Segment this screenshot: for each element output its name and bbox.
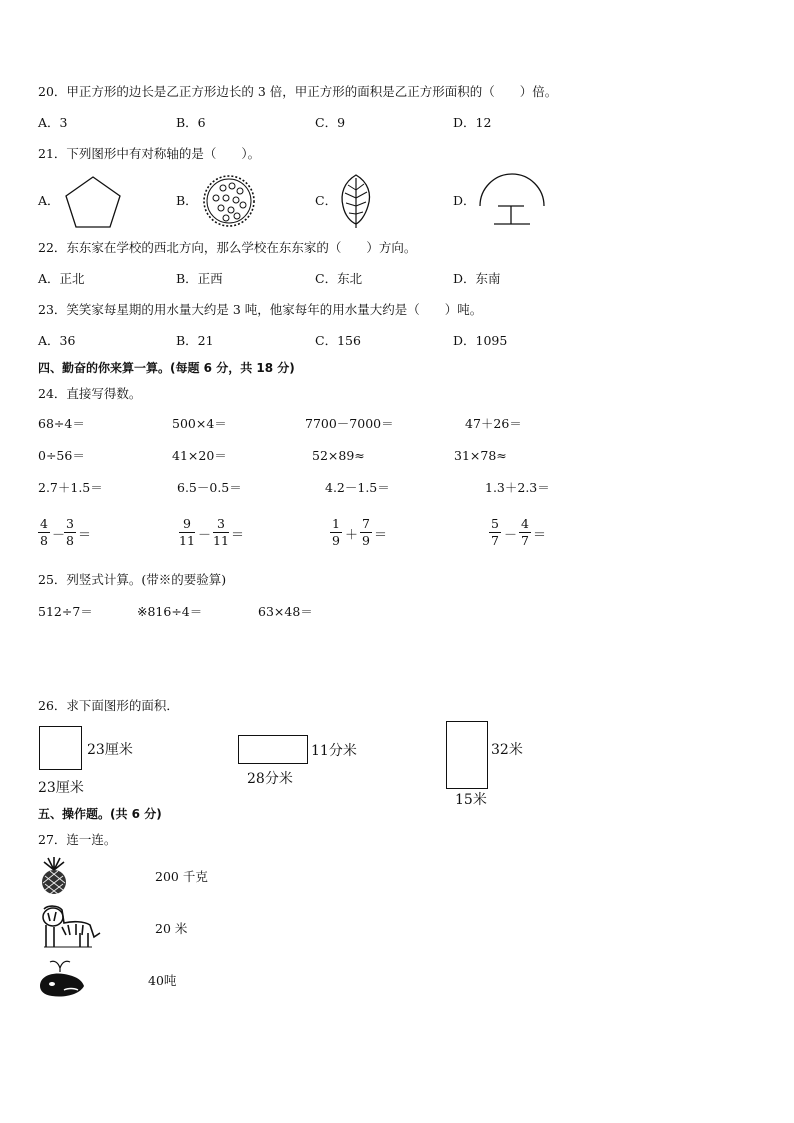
q25-stem: 25．列竖式计算。(带※的要验算) [38,572,227,587]
fraction: 3 11 [213,516,229,548]
q24-calc: 41×20＝ [172,448,227,463]
q24-calc: 6.5－0.5＝ [177,480,242,495]
tall-rectangle-side-label: 32米 [491,742,523,758]
q26-stem: 26．求下面图形的面积． [38,698,179,713]
fraction: 1 9 [330,517,342,548]
q24-calc: 0÷56＝ [38,448,85,463]
pentagon-icon [62,174,124,230]
fraction: 9 11 [179,516,195,548]
q24-calc: 4.2－1.5＝ [325,480,390,495]
equals: ＝ [78,528,92,543]
tall-rectangle-figure [446,721,488,789]
rectangle-bottom-label: 28分米 [247,771,293,787]
tiger-icon [36,903,104,951]
q22-option-d[interactable]: D．东南 [453,271,501,286]
square-bottom-label: 23厘米 [38,780,84,796]
rectangle-side-label: 11分米 [311,743,357,759]
equals: ＝ [374,528,388,543]
q25-item: 63×48＝ [258,604,313,619]
tall-rectangle-bottom-label: 15米 [455,792,487,808]
q23-option-c[interactable]: C．156 [315,333,361,348]
operator: － [198,528,212,543]
fraction: 4 8 [38,517,50,548]
arch-icon [476,172,548,228]
equals: ＝ [231,528,245,543]
q24-stem: 24．直接写得数。 [38,386,142,401]
square-side-label: 23厘米 [87,742,133,758]
q24-calc: 2.7＋1.5＝ [38,480,103,495]
square-figure [39,726,82,770]
q23-option-a[interactable]: A．36 [38,333,76,348]
q21-option-d[interactable]: D． [453,193,476,208]
q24-calc: 31×78≈ [454,448,507,463]
q22-option-c[interactable]: C．东北 [315,271,363,286]
pineapple-icon [36,856,72,896]
q21-option-c[interactable]: C． [315,193,338,208]
q27-stem: 27．连一连。 [38,832,117,847]
q21-option-a[interactable]: A． [38,193,60,208]
q24-calc: 47＋26＝ [465,416,522,431]
q23-option-d[interactable]: D．1095 [453,333,508,348]
q27-label[interactable]: 40吨 [148,973,177,988]
q23-option-b[interactable]: B．21 [176,333,214,348]
q24-calc: 1.3＋2.3＝ [485,480,550,495]
q24-calc: 7700－7000＝ [305,416,394,431]
q21-stem: 21．下列图形中有对称轴的是（ ）。 [38,146,261,161]
q27-label[interactable]: 200 千克 [155,869,208,884]
dotted-circle-icon [201,173,257,229]
q24-calc: 68÷4＝ [38,416,85,431]
q20-option-d[interactable]: D．12 [453,115,492,130]
fraction: 7 9 [360,517,372,548]
fraction: 3 8 [64,517,76,548]
q21-option-b[interactable]: B． [176,193,198,208]
fraction: 4 7 [519,517,531,548]
q24-calc: 500×4＝ [172,416,227,431]
leaf-icon [338,172,374,230]
q24-calc: 52×89≈ [312,448,365,463]
q20-option-b[interactable]: B．6 [176,115,206,130]
q22-stem: 22．东东家在学校的西北方向，那么学校在东东家的（ ）方向。 [38,240,417,255]
q22-option-b[interactable]: B．正西 [176,271,223,286]
q27-label[interactable]: 20 米 [155,921,188,936]
q20-option-a[interactable]: A．3 [38,115,68,130]
q23-stem: 23．笑笑家每星期的用水量大约是 3 吨，他家每年的用水量大约是（ ）吨。 [38,302,483,317]
section-4-title: 四、勤奋的你来算一算。(每题 6 分，共 18 分) [38,361,295,375]
operator: ＋ [345,528,359,543]
q25-item: 512÷7＝ [38,604,93,619]
whale-icon [36,958,88,1000]
rectangle-figure [238,735,308,764]
q20-option-c[interactable]: C．9 [315,115,346,130]
q25-item: ※816÷4＝ [137,604,203,619]
operator: － [504,528,518,543]
fraction: 5 7 [489,517,501,548]
equals: ＝ [533,528,547,543]
section-5-title: 五、操作题。(共 6 分) [38,807,162,821]
operator: － [52,528,66,543]
q22-option-a[interactable]: A．正北 [38,271,85,286]
q20-stem: 20．甲正方形的边长是乙正方形边长的 3 倍，甲正方形的面积是乙正方形面积的（ ）倍。 [38,84,558,99]
